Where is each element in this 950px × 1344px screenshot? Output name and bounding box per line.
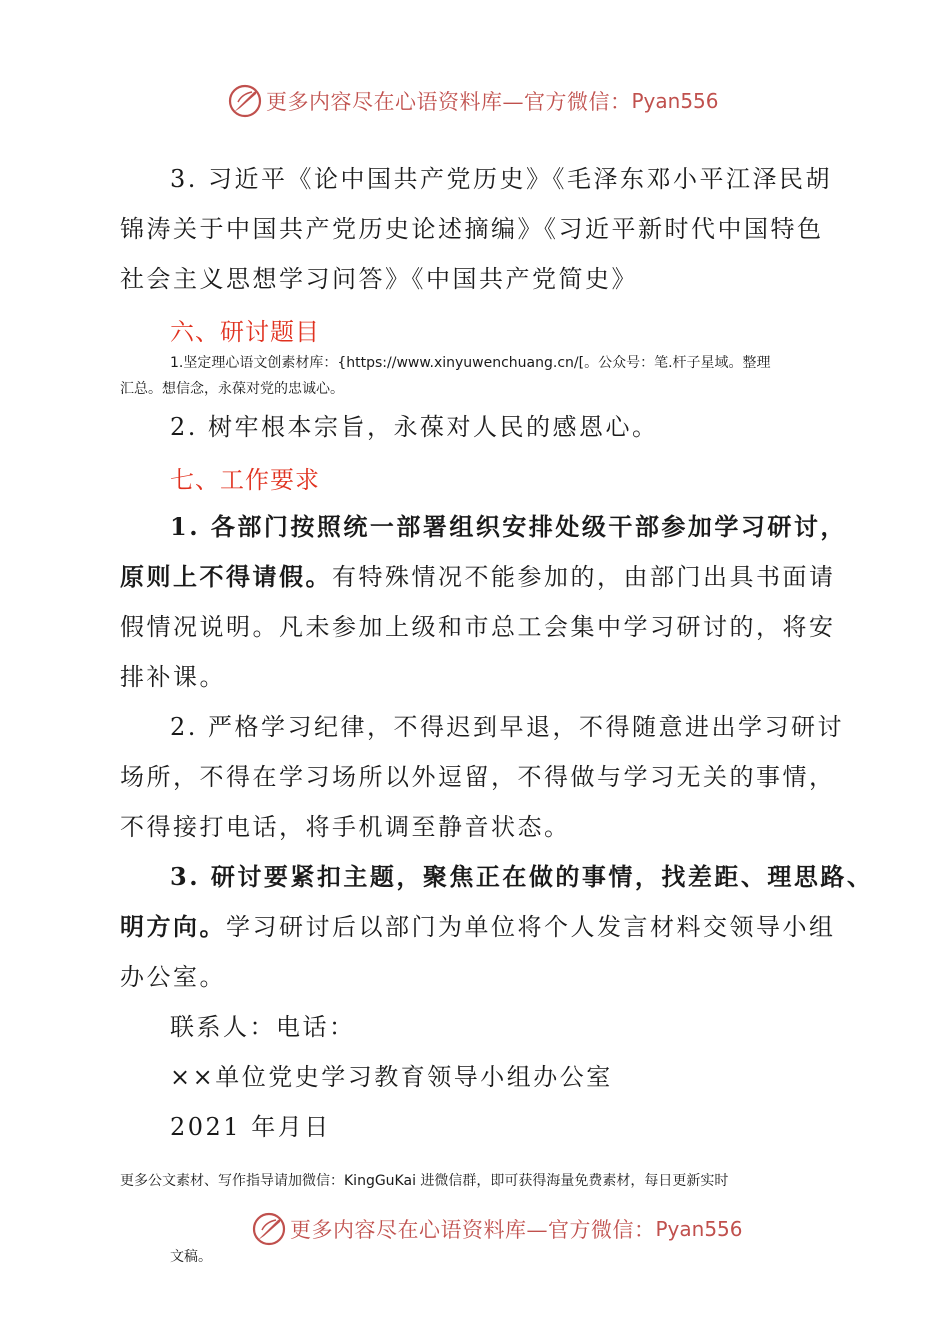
req3-bold-b: 明方向。 (120, 912, 226, 941)
banner-text: 更多内容尽在心语资料库—官方微信： (290, 1218, 656, 1242)
banner-wechat-id: Pyan556 (631, 89, 719, 113)
req3-rest-b: 学习研讨后以部门为单位将个人发言材料交领导小组 (226, 913, 836, 941)
footer-line1: 更多公文素材、写作指导请加微信：KingGuKai 进微信群，即可获得海量免费素材，每日更新实时 (120, 1173, 729, 1189)
banner-bottom (252, 1212, 743, 1246)
item3-line2: 锦涛关于中国共产党历史论述摘编》《习近平新时代中国特色 (120, 215, 824, 243)
banner-text: 更多内容尽在心语资料库—官方微信： (266, 90, 632, 114)
banner-top (228, 84, 719, 118)
req3-line1 (170, 852, 873, 902)
quill-logo-icon (252, 1212, 286, 1246)
req3-line2 (120, 902, 836, 952)
section6-heading: 六、研讨题目 (170, 318, 320, 346)
req3-bold-a: 3. 研讨要紧扣主题，聚焦正在做的事情，找差距、理思路、 (170, 862, 874, 891)
req1-bold-b: 原则上不得请假。 (120, 562, 332, 591)
item3-line1: 3. 习近平《论中国共产党历史》《毛泽东邓小平江泽民胡 (170, 165, 833, 193)
footer-line2: 文稿。 (170, 1249, 212, 1265)
req1-rest-b: 有特殊情况不能参加的，由部门出具书面请 (332, 563, 836, 591)
contact-line: 联系人：电话： (170, 1013, 356, 1041)
req1-line3: 假情况说明。凡未参加上级和市总工会集中学习研讨的，将安 (120, 613, 836, 641)
section6-q2: 2. 树牢根本宗旨，永葆对人民的感恩心。 (170, 413, 659, 441)
req1-bold-a: 1. 各部门按照统一部署组织安排处级干部参加学习研讨， (170, 512, 847, 541)
item3-line3: 社会主义思想学习问答》《中国共产党简史》 (120, 265, 638, 293)
banner-wechat-id: Pyan556 (655, 1217, 743, 1241)
req1-line4: 排补课。 (120, 663, 226, 691)
req1-line1 (170, 502, 847, 552)
req2-line2: 场所，不得在学习场所以外逗留，不得做与学习无关的事情， (120, 763, 836, 791)
req1-line2 (120, 552, 836, 602)
section6-q1-line1: 1.坚定理心语文创素材库：{https://www.xinyuwenchuang.cn/[。公众号：笔.杆子星域。整理 (170, 355, 771, 371)
section7-heading: 七、工作要求 (170, 466, 320, 494)
req3-line3: 办公室。 (120, 963, 226, 991)
office-signature: ××单位党史学习教育领导小组办公室 (170, 1063, 613, 1091)
req2-line3: 不得接打电话，将手机调至静音状态。 (120, 813, 571, 841)
quill-logo-icon (228, 84, 262, 118)
req2-line1: 2. 严格学习纪律，不得迟到早退，不得随意进出学习研讨 (170, 713, 845, 741)
section6-q1-line2: 汇总。想信念，永葆对党的忠诚心。 (120, 381, 344, 397)
document-date: 2021 年月日 (170, 1113, 331, 1141)
